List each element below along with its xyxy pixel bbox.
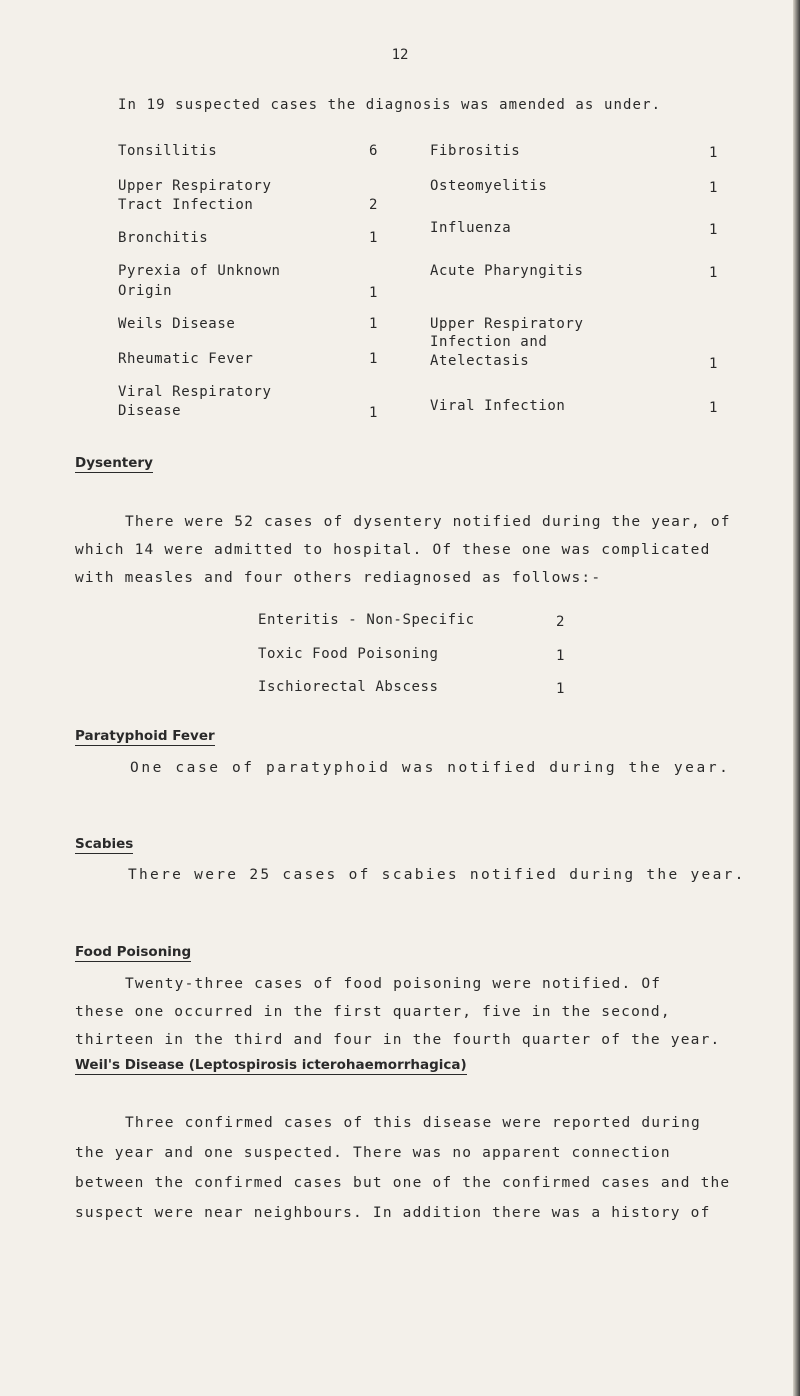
diag-label: Tract Infection xyxy=(118,197,254,213)
dysentery-heading: Dysentery xyxy=(75,455,153,471)
food-poisoning-heading: Food Poisoning xyxy=(75,944,192,960)
diag-label: Upper Respiratory xyxy=(118,178,272,194)
page-number: 12 xyxy=(391,47,409,63)
page-edge-shadow xyxy=(793,0,800,1396)
diag-label: Viral Infection xyxy=(430,398,566,414)
diag-count: 1 xyxy=(368,230,378,246)
diag-count: 1 xyxy=(368,405,378,421)
diag-label: Disease xyxy=(118,403,182,419)
diag-label: Viral Respiratory xyxy=(118,384,272,400)
weils-disease-heading: Weil's Disease (Leptospirosis icterohaemorrhagica) xyxy=(75,1057,467,1073)
diag-label: Infection and xyxy=(430,334,548,350)
intro-text: In 19 suspected cases the diagnosis was amended as under. xyxy=(118,97,662,113)
diag-count: 1 xyxy=(368,316,378,332)
diag-count: 1 xyxy=(368,285,378,301)
diag-label: Atelectasis xyxy=(430,353,530,369)
diag-label: Bronchitis xyxy=(118,230,209,246)
paragraph-line: which 14 were admitted to hospital. Of these one was complicated xyxy=(75,542,711,558)
food-poisoning-paragraph xyxy=(75,970,765,1054)
diag-count: 6 xyxy=(368,143,378,159)
diag-count: 1 xyxy=(708,145,718,161)
paragraph-line: suspect were near neighbours. In addition there was a history of xyxy=(75,1205,711,1221)
diag-count: 1 xyxy=(708,356,718,372)
paragraph-line: Three confirmed cases of this disease were reported during xyxy=(125,1115,701,1131)
diag-count: 1 xyxy=(708,265,718,281)
paragraph-line: Twenty-three cases of food poisoning were notified. Of xyxy=(125,976,662,992)
paragraph-line: There were 52 cases of dysentery notified during the year, of xyxy=(125,514,731,530)
paragraph-line: between the confirmed cases but one of the confirmed cases and the xyxy=(75,1175,731,1191)
diag-label: Acute Pharyngitis xyxy=(430,263,584,279)
rediagnosis-count: 1 xyxy=(555,681,565,697)
paratyphoid-text: One case of paratyphoid was notified during the year. xyxy=(130,760,731,776)
paratyphoid-heading: Paratyphoid Fever xyxy=(75,728,215,744)
diag-count: 1 xyxy=(708,222,718,238)
rediagnosis-count: 2 xyxy=(555,614,565,630)
paragraph-line: thirteen in the third and four in the fourth quarter of the year. xyxy=(75,1032,721,1048)
diag-count: 1 xyxy=(708,400,718,416)
diag-label: Tonsillitis xyxy=(118,143,218,159)
scabies-heading: Scabies xyxy=(75,836,134,852)
diag-label: Weils Disease xyxy=(118,316,236,332)
scabies-text: There were 25 cases of scabies notified during the year. xyxy=(128,867,746,883)
diag-label: Pyrexia of Unknown xyxy=(118,263,281,279)
diag-label: Upper Respiratory xyxy=(430,316,584,332)
diag-count: 2 xyxy=(368,197,378,213)
rediagnosis-label: Toxic Food Poisoning xyxy=(258,646,439,662)
paragraph-line: these one occurred in the first quarter, five in the second, xyxy=(75,1004,671,1020)
diag-count: 1 xyxy=(368,351,378,367)
rediagnosis-label: Enteritis - Non-Specific xyxy=(258,612,475,628)
diag-label: Influenza xyxy=(430,220,512,236)
paragraph-line: with measles and four others rediagnosed as follows:- xyxy=(75,570,602,586)
diag-label: Fibrositis xyxy=(430,143,521,159)
diag-label: Origin xyxy=(118,283,173,299)
diag-label: Osteomyelitis xyxy=(430,178,548,194)
rediagnosis-count: 1 xyxy=(555,648,565,664)
paragraph-line: the year and one suspected. There was no apparent connection xyxy=(75,1145,671,1161)
diag-label: Rheumatic Fever xyxy=(118,351,254,367)
rediagnosis-label: Ischiorectal Abscess xyxy=(258,679,439,695)
diag-count: 1 xyxy=(708,180,718,196)
weils-disease-paragraph xyxy=(75,1108,765,1228)
dysentery-paragraph xyxy=(75,508,765,592)
